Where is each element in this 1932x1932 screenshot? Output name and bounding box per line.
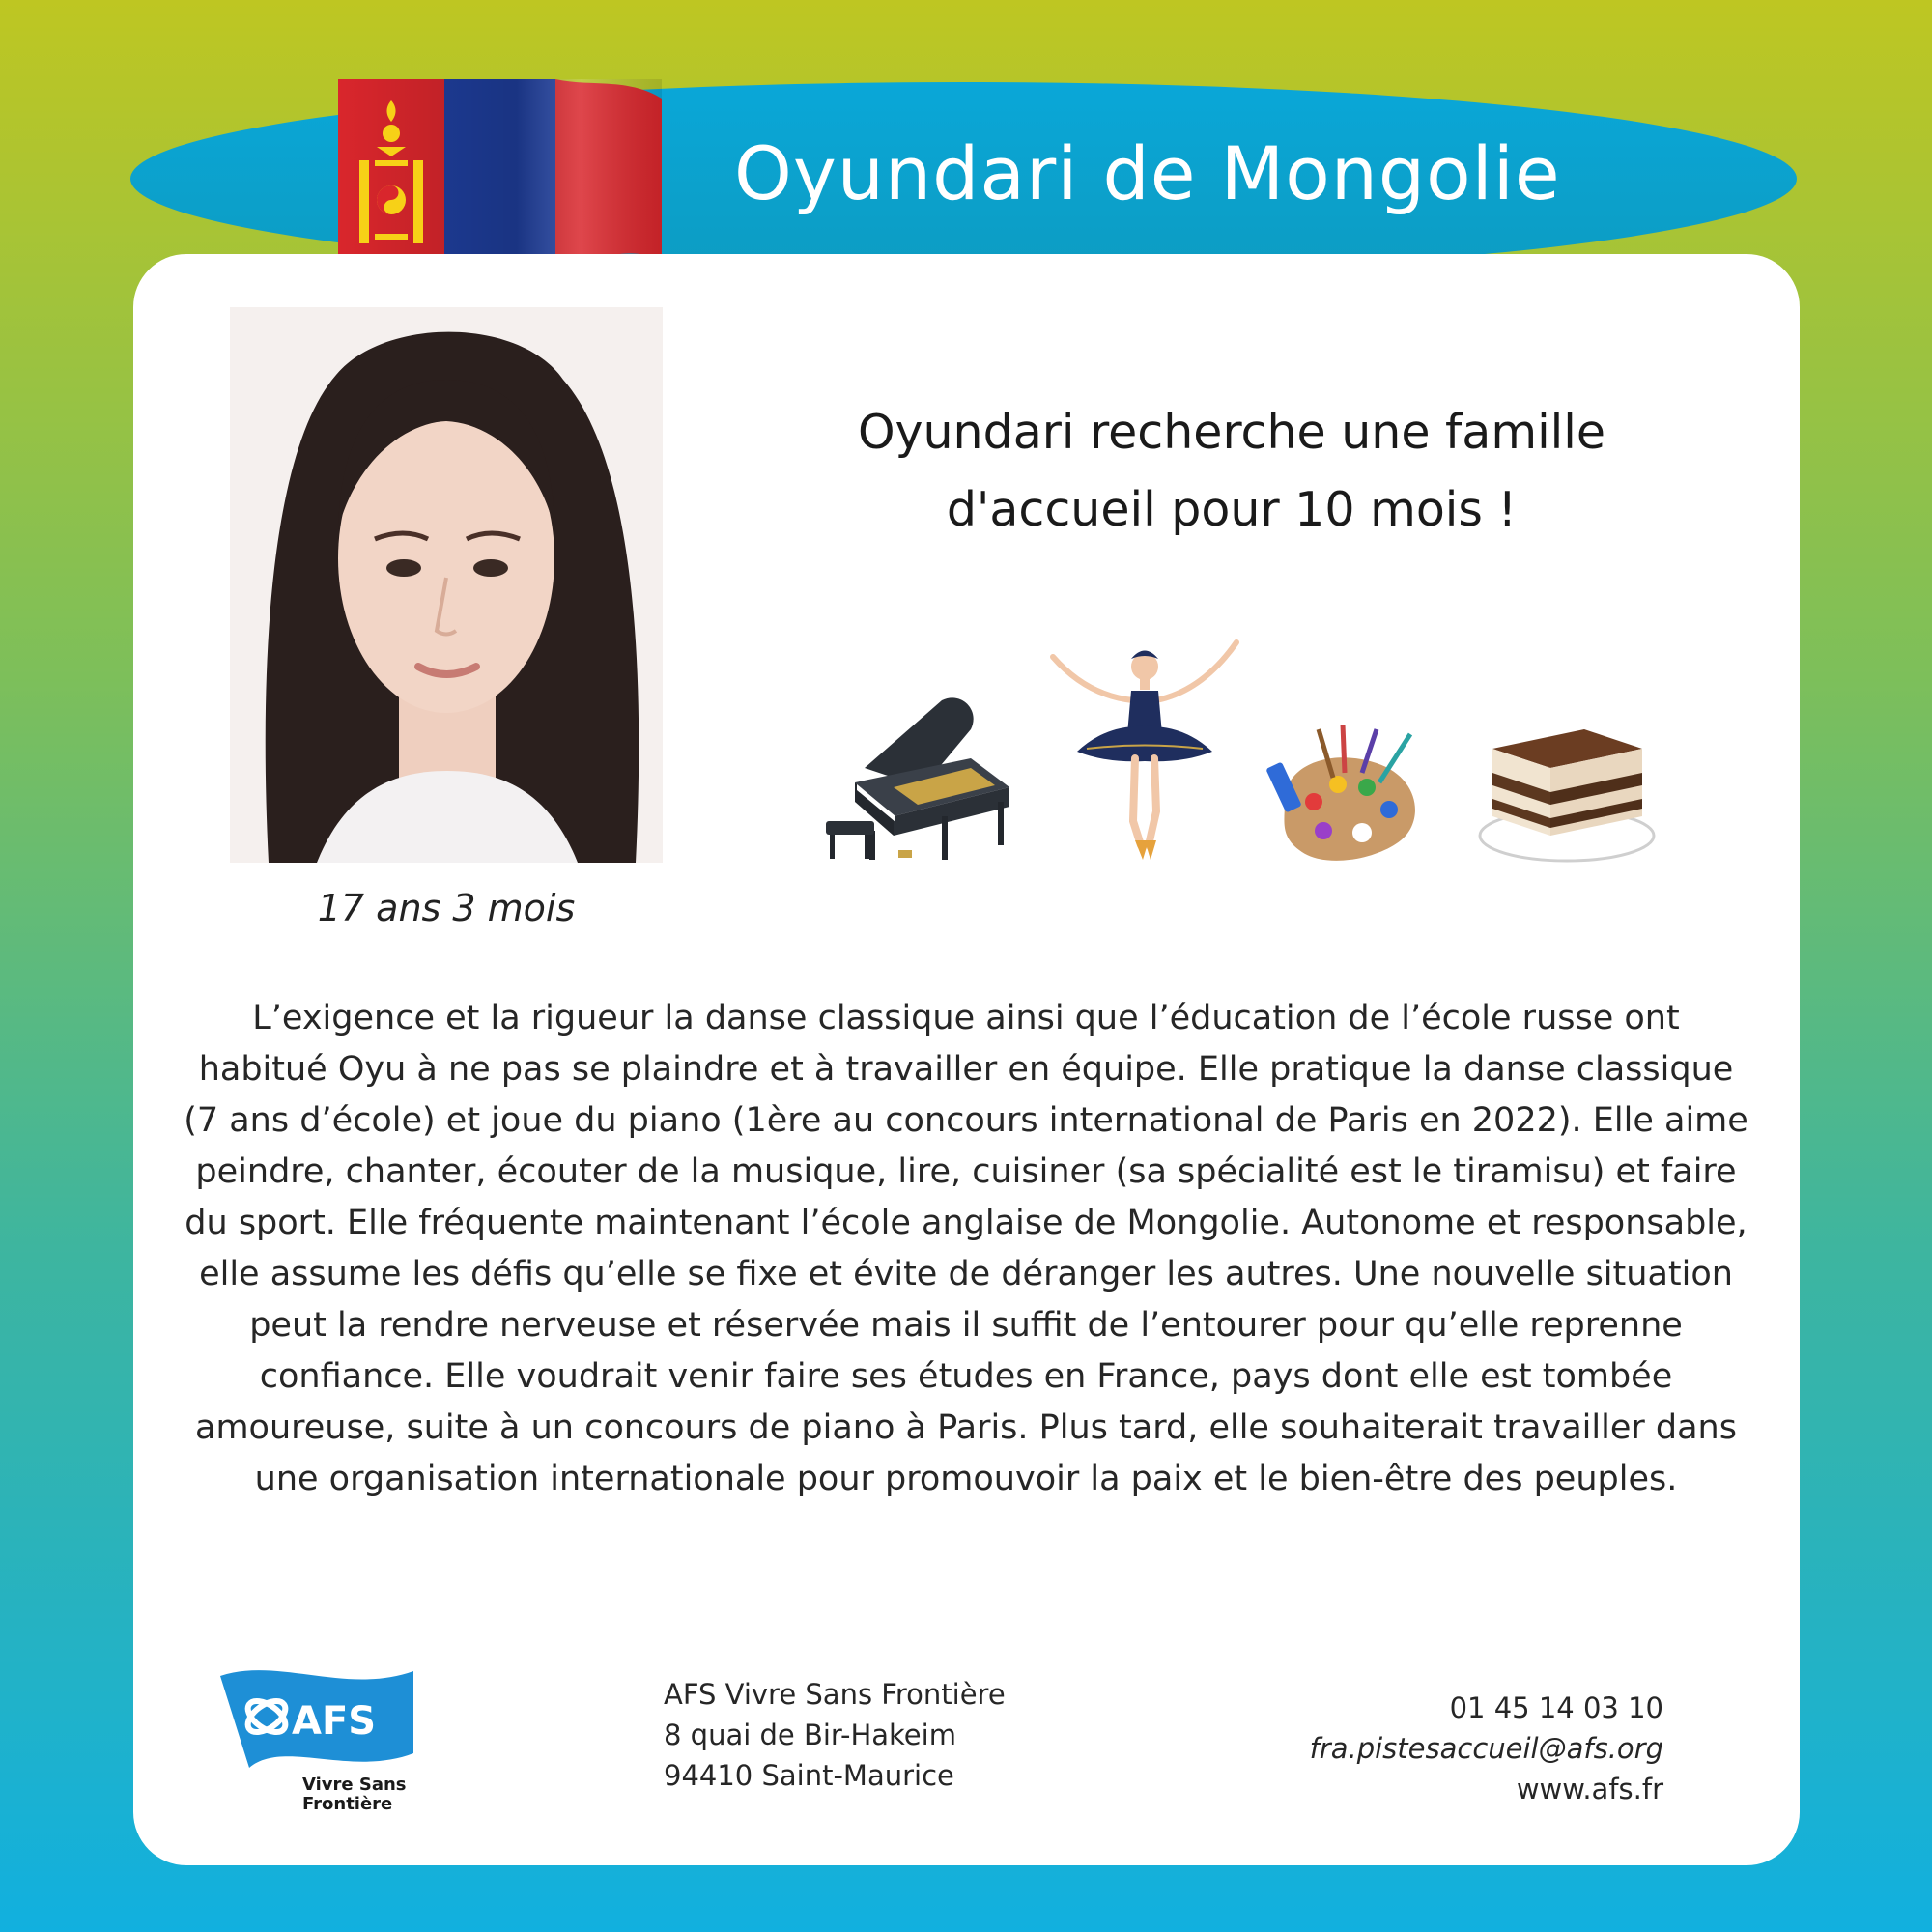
headline — [753, 394, 1710, 549]
mongolia-flag-icon — [338, 79, 662, 272]
headline-line-2: d'accueil pour 10 mois ! — [946, 482, 1518, 537]
logo-subtitle-1: Vivre Sans — [302, 1775, 407, 1795]
headline-line-1: Oyundari recherche une famille — [857, 405, 1606, 460]
page-title: Oyundari de Mongolie — [734, 130, 1561, 216]
profile-description: L’exigence et la rigueur la danse classique ainsi que l’éducation de l’école russe ont habitué Oyu à ne pas se plaindre et à travailler en équipe. Elle pratique la danse classique (7 ans d’école) et joue du piano (1ère au concours international de Paris en 2022). Elle aime peindre, chanter, écouter de la musique, lire, cuisiner (sa spécialité est le tiramisu) et faire du sport. Elle fréquente maintenant l’école anglaise de Mongolie. Autonome et responsable, elle assume les défis qu’elle se fixe et évite de déranger les autres. Une nouvelle situation peut la rendre nerveuse et réservée mais il suffit de l’entourer pour qu’elle reprenne confiance. Elle voudrait venir faire ses études en France, pays dont elle est tombée amoureuse, suite à un concours de piano à Paris. Plus tard, elle souhaiterait travailler dans une organisation internationale pour promouvoir la paix et le bien-être des peuples. — [184, 999, 1748, 1498]
paint-palette-icon — [1265, 724, 1425, 869]
phone-number[interactable]: 01 45 14 03 10 — [1449, 1691, 1663, 1724]
portrait-illustration — [230, 307, 663, 863]
afs-logo[interactable] — [211, 1657, 423, 1821]
address-street: 8 quai de Bir-Hakeim — [664, 1719, 956, 1751]
website-link[interactable]: www.afs.fr — [1516, 1773, 1663, 1805]
address-org: AFS Vivre Sans Frontière — [664, 1678, 1006, 1711]
piano-icon — [826, 691, 1014, 865]
tiramisu-icon — [1478, 720, 1657, 865]
ballerina-icon — [1048, 638, 1241, 865]
address-city: 94410 Saint-Maurice — [664, 1759, 954, 1792]
contact-block — [1217, 1688, 1663, 1813]
logo-text: AFS — [292, 1699, 377, 1744]
profile-photo — [230, 307, 663, 863]
age-label: 17 ans 3 mois — [317, 887, 576, 929]
email-link[interactable]: fra.pistesaccueil@afs.org — [1309, 1732, 1663, 1765]
logo-subtitle-2: Frontière — [302, 1794, 393, 1814]
address-block — [664, 1674, 1147, 1800]
